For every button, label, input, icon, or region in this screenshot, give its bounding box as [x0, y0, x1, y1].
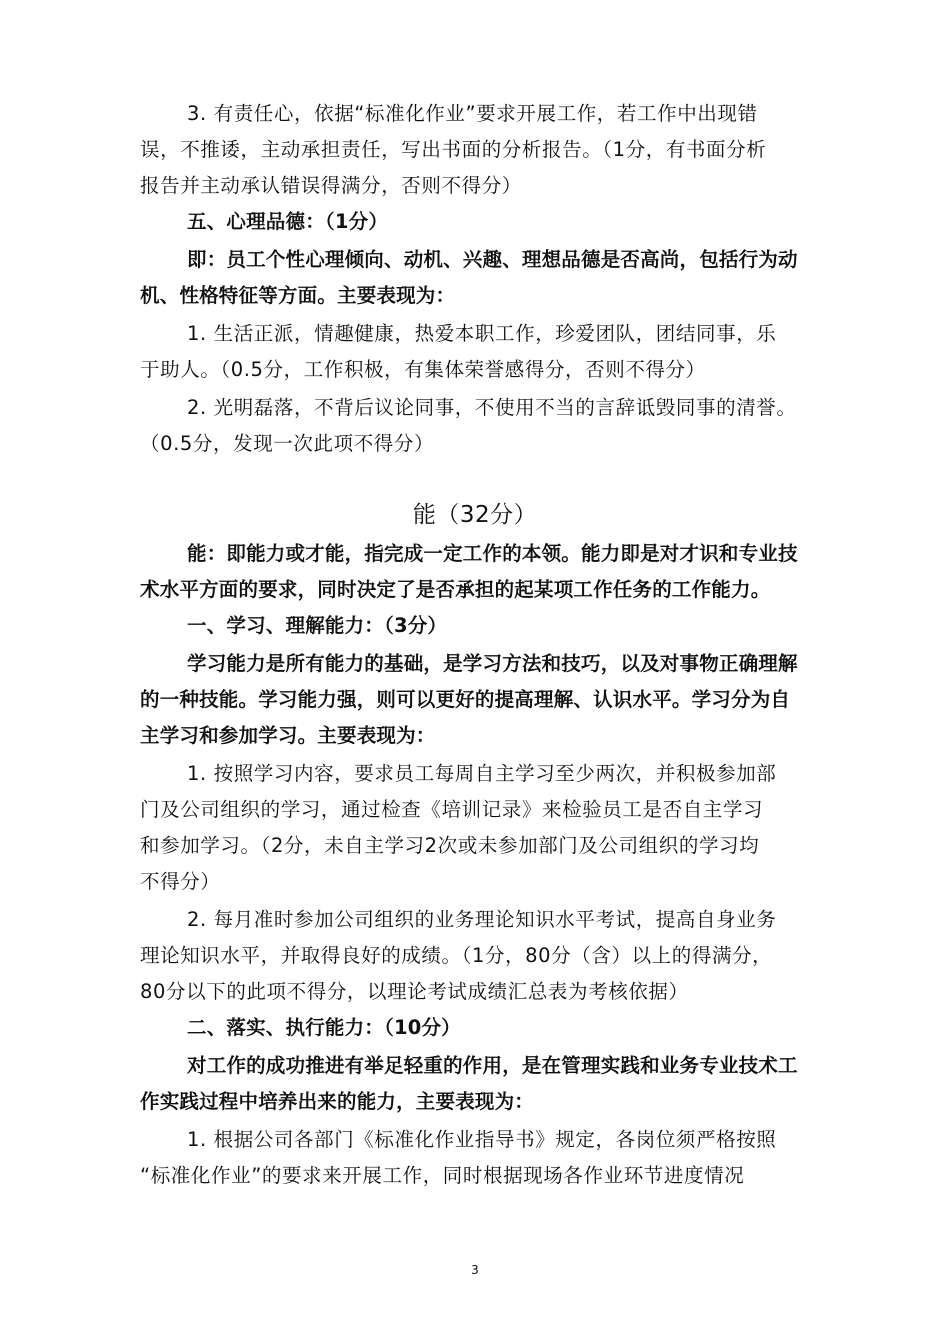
paragraph-line: 误，不推诿，主动承担责任，写出书面的分析报告。（1分，有书面分析 [140, 138, 767, 161]
paragraph-line: 门及公司组织的学习，通过检查《培训记录》来检验员工是否自主学习 [140, 798, 764, 821]
paragraph-line: 80分以下的此项不得分，以理论考试成绩汇总表为考核依据） [140, 980, 689, 1003]
paragraph-line: 于助人。（0.5分，工作积极，有集体荣誉感得分，否则不得分） [140, 358, 706, 381]
paragraph-line: 和参加学习。（2分，未自主学习2次或未参加部门及公司组织的学习均 [140, 834, 760, 857]
section-heading: 二、落实、执行能力：（10分） [187, 1016, 461, 1039]
paragraph-line: 不得分） [140, 870, 221, 893]
paragraph-line: 1. 生活正派，情趣健康，热爱本职工作，珍爱团队，团结同事，乐 [187, 322, 777, 345]
paragraph-line: 2. 每月准时参加公司组织的业务理论知识水平考试，提高自身业务 [187, 908, 777, 931]
paragraph-line: 的一种技能。学习能力强，则可以更好的提高理解、认识水平。学习分为自 [140, 688, 791, 711]
paragraph-line: 机、性格特征等方面。主要表现为： [140, 284, 456, 307]
chapter-title: 能（32分） [412, 502, 538, 528]
page-number: 3 [471, 1263, 479, 1277]
section-heading: 五、心理品德：（1分） [187, 210, 389, 233]
paragraph-line: 理论知识水平，并取得良好的成绩。（1分，80分（含）以上的得满分， [140, 944, 773, 967]
paragraph-line: 能：即能力或才能，指完成一定工作的本领。能力即是对才识和专业技 [187, 542, 798, 565]
paragraph-line: 主学习和参加学习。主要表现为： [140, 724, 436, 747]
paragraph-line: （0.5分，发现一次此项不得分） [140, 432, 435, 455]
paragraph-line: 报告并主动承认错误得满分，否则不得分） [140, 174, 522, 197]
paragraph-line: 1. 按照学习内容，要求员工每周自主学习至少两次，并积极参加部 [187, 762, 777, 785]
paragraph-line: 即：员工个性心理倾向、动机、兴趣、理想品德是否高尚，包括行为动 [187, 248, 798, 271]
paragraph-line: 学习能力是所有能力的基础，是学习方法和技巧，以及对事物正确理解 [187, 652, 798, 675]
paragraph-line: “标准化作业”的要求来开展工作，同时根据现场各作业环节进度情况 [140, 1164, 745, 1187]
paragraph-line: 2. 光明磊落，不背后议论同事，不使用不当的言辞诋毁同事的清誉。 [187, 396, 797, 419]
paragraph-line: 对工作的成功推进有举足轻重的作用，是在管理实践和业务专业技术工 [187, 1054, 798, 1077]
paragraph-line: 1. 根据公司各部门《标准化作业指导书》规定，各岗位须严格按照 [187, 1128, 777, 1151]
paragraph-line: 3. 有责任心，依据“标准化作业”要求开展工作，若工作中出现错 [187, 102, 758, 125]
section-heading: 一、学习、理解能力：（3分） [187, 614, 448, 637]
paragraph-line: 术水平方面的要求，同时决定了是否承担的起某项工作任务的工作能力。 [140, 578, 771, 601]
paragraph-line: 作实践过程中培养出来的能力，主要表现为： [140, 1090, 535, 1113]
